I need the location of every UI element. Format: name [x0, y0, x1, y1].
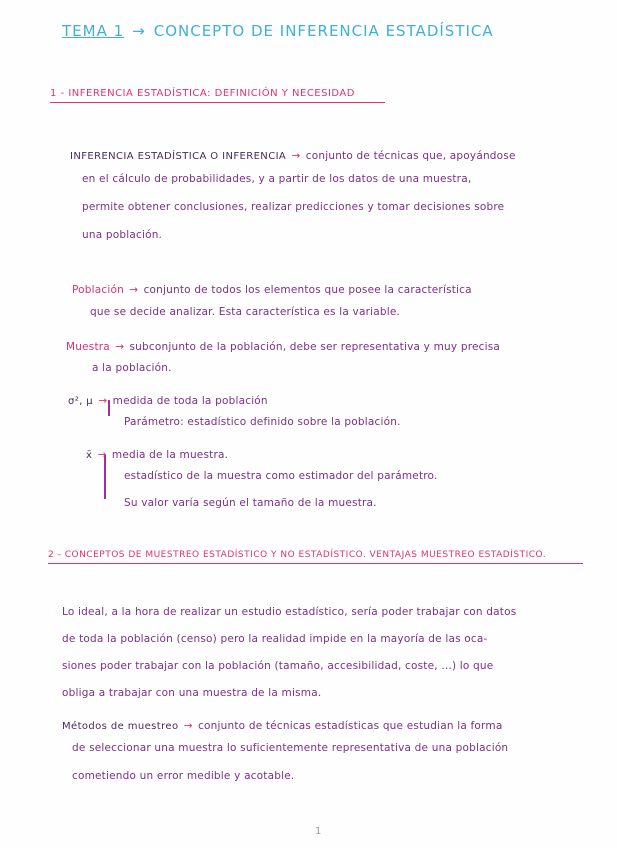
metodos-text-3: cometiendo un error medible y acotable.	[72, 770, 295, 782]
parametro-text-1: medida de toda la población	[112, 395, 268, 407]
estadistico-text-1: media de la muestra.	[111, 449, 229, 461]
estadistico-line-1	[86, 443, 228, 462]
inferencia-arrow-icon: →	[291, 150, 301, 162]
estadistico-arrow-icon: →	[97, 449, 107, 461]
ideal-text-3: siones poder trabajar con la población (tamaño, accesibilidad, coste, ...) lo que	[62, 660, 494, 672]
inferencia-text-3: permite obtener conclusiones, realizar predicciones y tomar decisiones sobre	[82, 201, 505, 213]
inferencia-text-2: en el cálculo de probabilidades, y a partir de los datos de una muestra,	[82, 173, 472, 185]
poblacion-text-2: que se decide analizar. Esta característica es la variable.	[90, 306, 401, 318]
muestra-term: Muestra	[66, 341, 110, 353]
parametro-line-1	[68, 389, 268, 408]
poblacion-line-1	[72, 278, 472, 297]
estadistico-symbol: x̄	[86, 450, 93, 461]
page-number: 1	[315, 826, 322, 837]
muestra-arrow-icon: →	[115, 341, 125, 353]
estadistico-text-3: Su valor varía según el tamaño de la muestra.	[124, 497, 377, 509]
inferencia-definition-line-1	[70, 144, 516, 163]
poblacion-term: Población	[72, 284, 124, 296]
poblacion-text-1: conjunto de todos los elementos que posee la característica	[143, 284, 472, 296]
inferencia-text-1: conjunto de técnicas que, apoyándose	[305, 150, 516, 162]
title-text: CONCEPTO DE INFERENCIA ESTADÍSTICA	[153, 22, 494, 40]
section-2-underline	[48, 563, 583, 564]
parametro-text-2: Parámetro: estadístico definido sobre la población.	[124, 416, 401, 428]
metodos-text-1: conjunto de técnicas estadísticas que estudian la forma	[198, 720, 503, 732]
estadistico-text-2: estadístico de la muestra como estimador del parámetro.	[124, 470, 438, 482]
metodos-term: Métodos de muestreo	[62, 721, 179, 732]
ideal-text-4: obliga a trabajar con una muestra de la misma.	[62, 687, 322, 699]
page-title	[62, 22, 494, 40]
inferencia-text-4: una población.	[82, 229, 163, 241]
muestra-text-2: a la población.	[92, 362, 172, 374]
section-1-underline	[50, 102, 385, 103]
poblacion-arrow-icon: →	[129, 284, 139, 296]
parametro-bracket	[108, 400, 110, 416]
metodos-line-1	[62, 714, 502, 733]
parametro-arrow-icon: →	[98, 395, 108, 407]
ideal-text-2: de toda la población (censo) pero la realidad impide en la mayoría de las oca-	[62, 633, 488, 645]
title-arrow-icon: →	[132, 22, 146, 40]
parametro-symbol: σ², μ	[68, 396, 94, 407]
metodos-text-2: de seleccionar una muestra lo suficientemente representativa de una población	[72, 742, 509, 754]
section-1-heading: 1 - INFERENCIA ESTADÍSTICA: DEFINICIÓN Y NECESIDAD	[50, 88, 355, 99]
muestra-text-1: subconjunto de la población, debe ser representativa y muy precisa	[129, 341, 501, 353]
section-2-heading: 2 - CONCEPTOS DE MUESTREO ESTADÍSTICO Y NO ESTADÍSTICO. VENTAJAS MUESTREO ESTADÍSTICO.	[48, 550, 547, 560]
tema-label: TEMA 1	[62, 22, 125, 40]
ideal-text-1: Lo ideal, a la hora de realizar un estudio estadístico, sería poder trabajar con datos	[62, 606, 517, 618]
inferencia-term: INFERENCIA ESTADÍSTICA O INFERENCIA	[70, 151, 287, 162]
muestra-line-1	[66, 335, 500, 354]
metodos-arrow-icon: →	[183, 720, 193, 732]
estadistico-bracket	[104, 455, 106, 499]
